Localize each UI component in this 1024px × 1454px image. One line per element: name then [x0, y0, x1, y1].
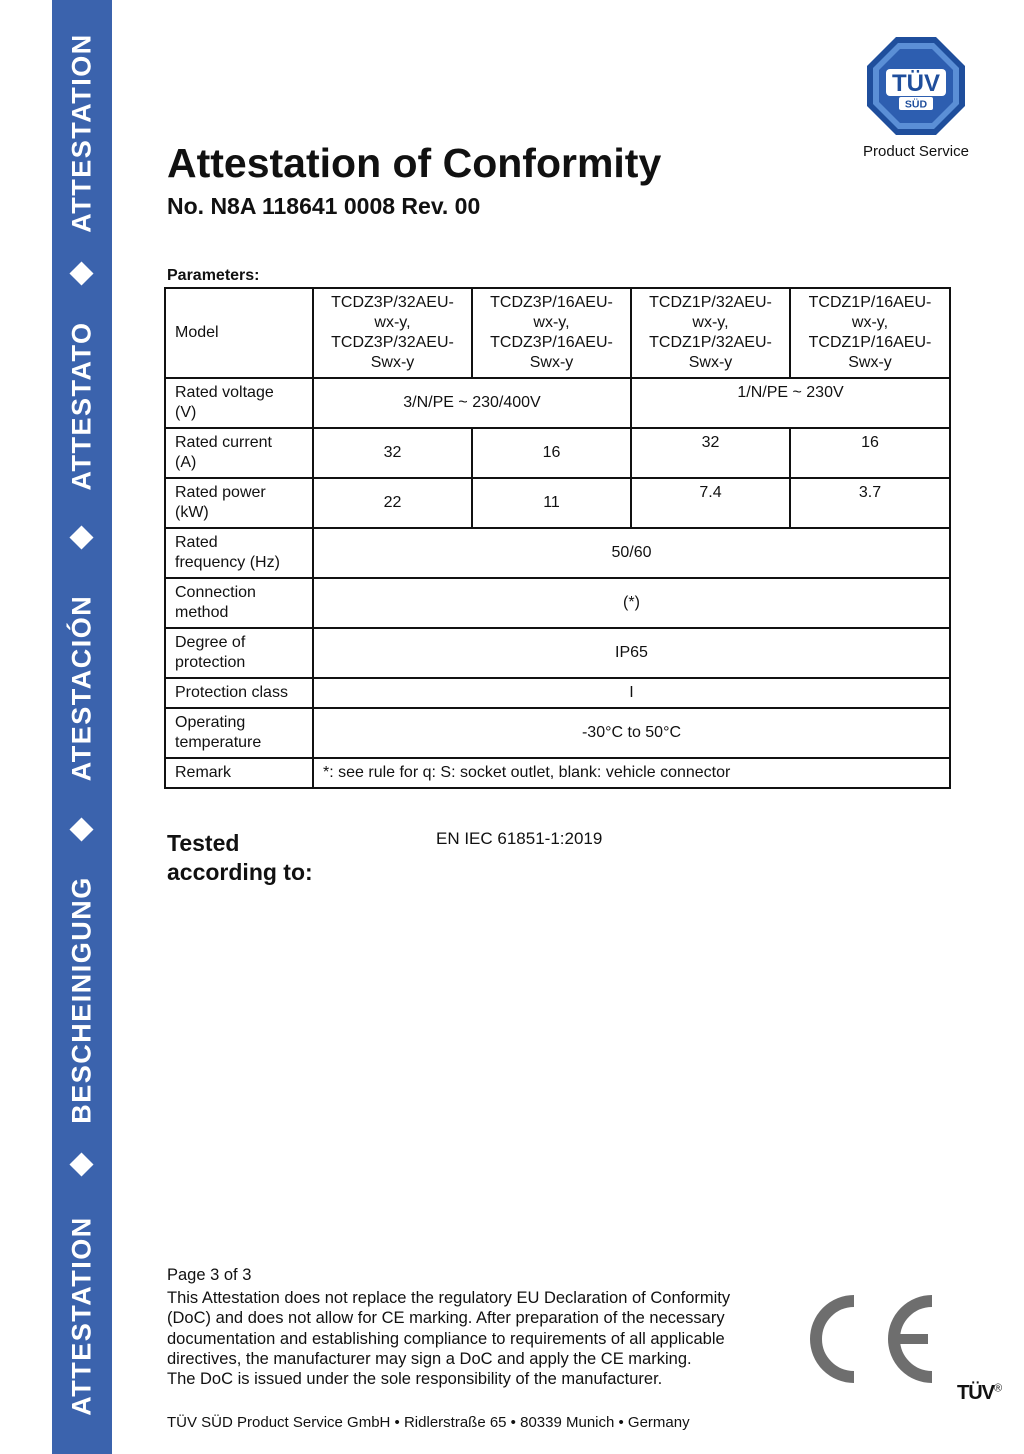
page-title: Attestation of Conformity — [167, 140, 662, 186]
tuv-sud-logo — [866, 36, 966, 136]
table-row — [165, 428, 950, 478]
protection-degree-label: Degree of protection — [165, 628, 313, 678]
frequency-label: Rated frequency (Hz) — [165, 528, 313, 578]
table-row — [165, 708, 950, 758]
tuv-trademark: TÜV® — [957, 1382, 1003, 1404]
ce-mark-icon — [800, 1290, 936, 1388]
disclaimer-text: This Attestation does not replace the regulatory EU Declaration of Conformity (DoC) and does not allow for CE marking. After preparation of the necessary documentation and establishing compliance to requirements of all applicable directives, the manufacturer may sign a DoC and apply the CE marking. The DoC is issued under the sole responsibility of the manufacturer. — [167, 1289, 731, 1389]
table-row — [165, 528, 950, 578]
protection-class-label: Protection class — [165, 678, 313, 708]
tested-according-label: Tested according to: — [167, 830, 313, 885]
logo-caption: Product Service — [863, 143, 969, 160]
current-value: 16 — [790, 428, 950, 478]
table-row — [165, 288, 950, 378]
document-number: No. N8A 118641 0008 Rev. 00 — [167, 193, 481, 219]
power-value: 7.4 — [631, 478, 790, 528]
model-cell: TCDZ3P/32AEU- wx-y, TCDZ3P/32AEU- Swx-y — [313, 288, 472, 378]
protection-class-value: I — [313, 678, 950, 708]
protection-degree-value: IP65 — [313, 628, 950, 678]
remark-value: *: see rule for q: S: socket outlet, blank: vehicle connector — [313, 758, 950, 788]
power-value: 22 — [313, 478, 472, 528]
svg-text:SÜD: SÜD — [904, 98, 928, 111]
voltage-label: Rated voltage (V) — [165, 378, 313, 428]
temperature-value: -30°C to 50°C — [313, 708, 950, 758]
frequency-value: 50/60 — [313, 528, 950, 578]
power-value: 11 — [472, 478, 631, 528]
connection-value: (*) — [313, 578, 950, 628]
power-value: 3.7 — [790, 478, 950, 528]
current-value: 32 — [631, 428, 790, 478]
voltage-three-phase: 3/N/PE ~ 230/400V — [313, 378, 631, 428]
model-label: Model — [165, 288, 313, 378]
voltage-single-phase: 1/N/PE ~ 230V — [631, 378, 950, 428]
remark-label: Remark — [165, 758, 313, 788]
current-value: 32 — [313, 428, 472, 478]
table-row — [165, 378, 950, 428]
parameters-label: Parameters: — [167, 267, 260, 284]
current-value: 16 — [472, 428, 631, 478]
connection-label: Connection method — [165, 578, 313, 628]
footer-address: TÜV SÜD Product Service GmbH • Ridlerstraße 65 • 80339 Munich • Germany — [167, 1414, 690, 1431]
power-label: Rated power (kW) — [165, 478, 313, 528]
svg-text:TÜV: TÜV — [892, 70, 940, 97]
model-cell: TCDZ1P/16AEU- wx-y, TCDZ1P/16AEU- Swx-y — [790, 288, 950, 378]
table-row — [165, 578, 950, 628]
model-cell: TCDZ1P/32AEU- wx-y, TCDZ1P/32AEU- Swx-y — [631, 288, 790, 378]
temperature-label: Operating temperature — [165, 708, 313, 758]
table-row — [165, 758, 950, 788]
parameters-table — [164, 287, 951, 789]
table-row — [165, 478, 950, 528]
tested-standard: EN IEC 61851-1:2019 — [436, 829, 603, 848]
current-label: Rated current (A) — [165, 428, 313, 478]
page-number: Page 3 of 3 — [167, 1266, 252, 1284]
table-row — [165, 628, 950, 678]
model-cell: TCDZ3P/16AEU- wx-y, TCDZ3P/16AEU- Swx-y — [472, 288, 631, 378]
table-row — [165, 678, 950, 708]
